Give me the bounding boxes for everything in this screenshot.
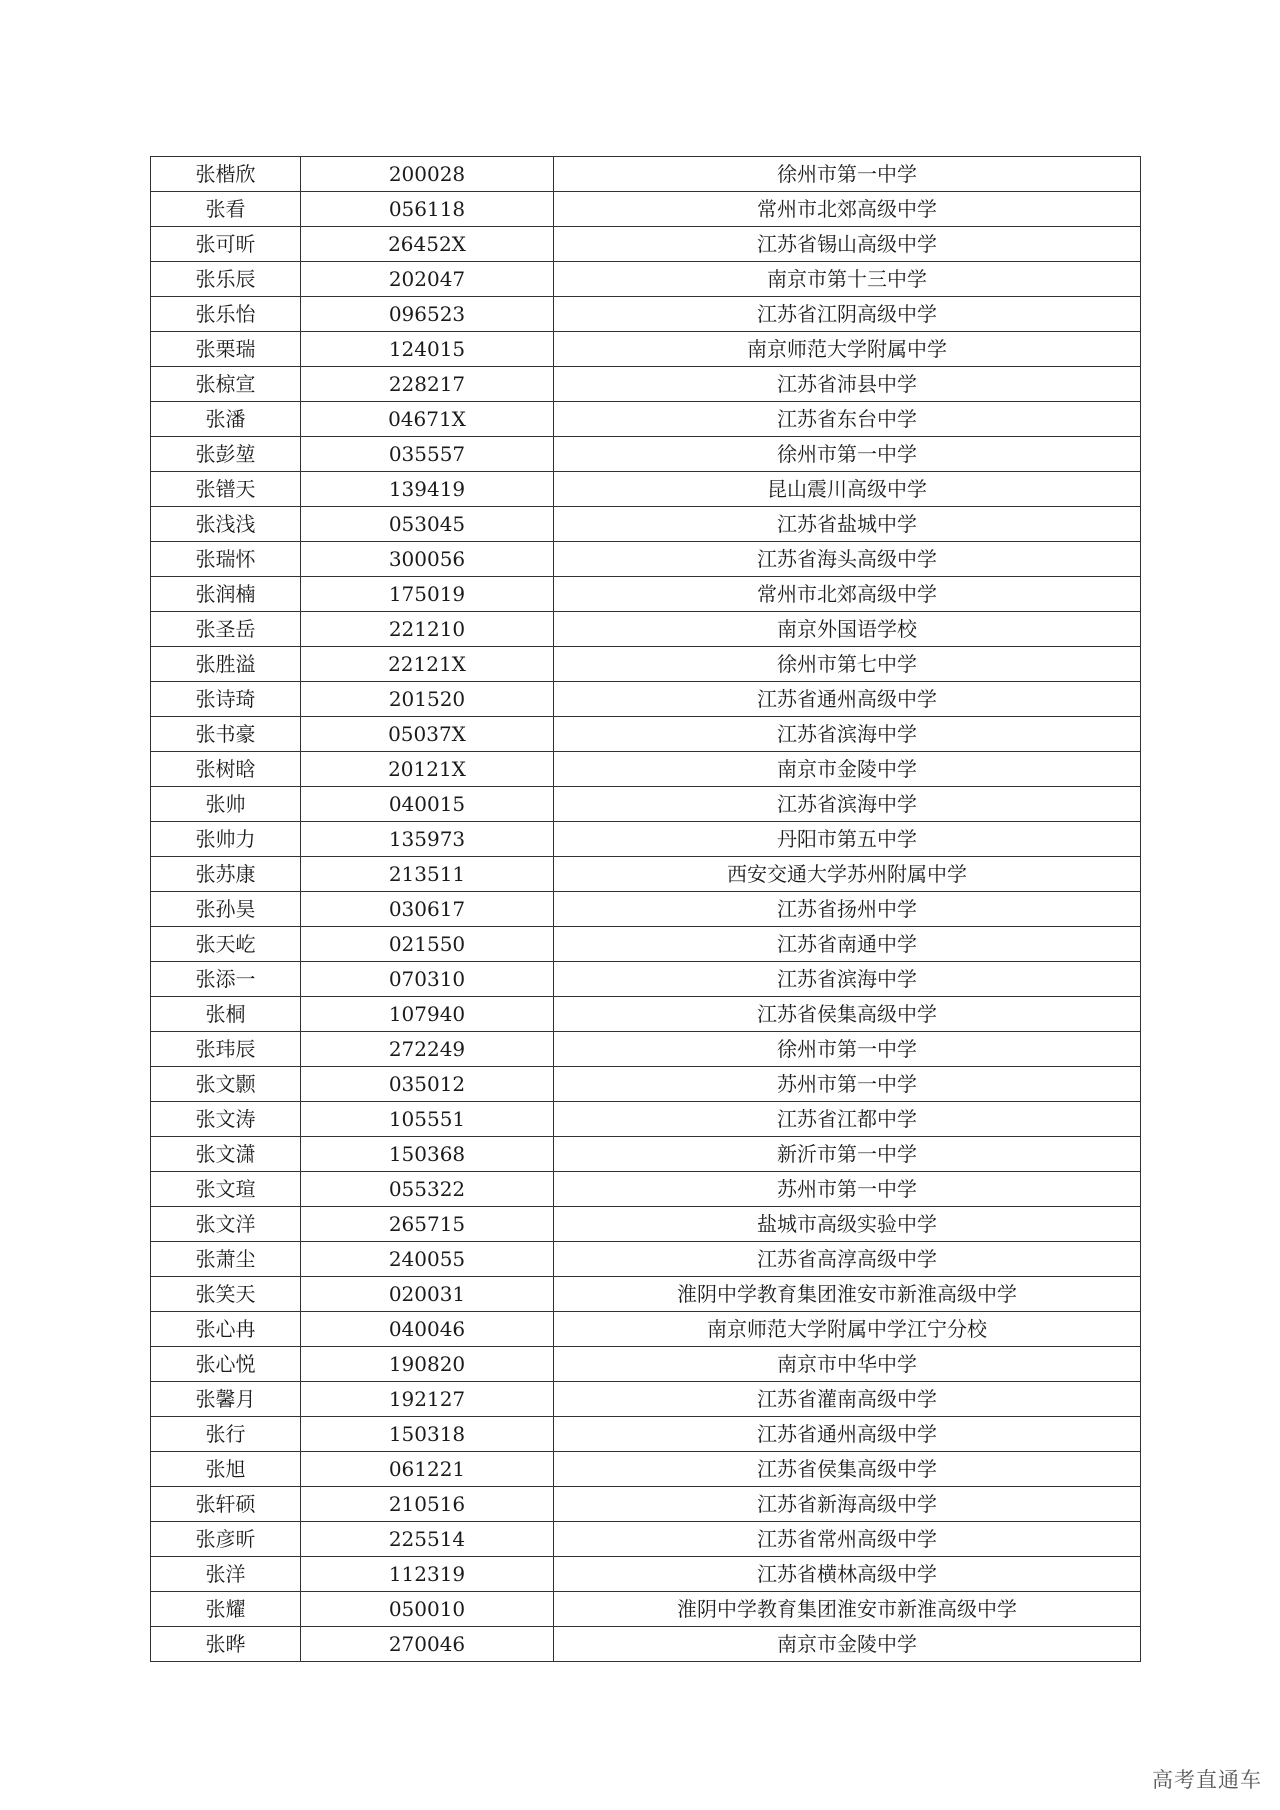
table-row: [151, 1382, 1141, 1417]
school-name-cell: 江苏省盐城中学: [554, 507, 1141, 542]
student-id-cell: 124015: [301, 332, 554, 367]
student-id-cell: 139419: [301, 472, 554, 507]
table-row: [151, 577, 1141, 612]
table-row: [151, 542, 1141, 577]
student-id-cell: 135973: [301, 822, 554, 857]
student-id-cell: 20121X: [301, 752, 554, 787]
student-id-cell: 240055: [301, 1242, 554, 1277]
table-row: [151, 1207, 1141, 1242]
table-row: [151, 1592, 1141, 1627]
school-name-cell: 江苏省南通中学: [554, 927, 1141, 962]
student-id-cell: 040046: [301, 1312, 554, 1347]
student-name-cell: 张文颢: [151, 1067, 301, 1102]
school-name-cell: 徐州市第一中学: [554, 437, 1141, 472]
student-name-cell: 张耀: [151, 1592, 301, 1627]
table-row: [151, 682, 1141, 717]
table-row: [151, 227, 1141, 262]
school-name-cell: 丹阳市第五中学: [554, 822, 1141, 857]
school-name-cell: 南京师范大学附属中学: [554, 332, 1141, 367]
school-name-cell: 南京市中华中学: [554, 1347, 1141, 1382]
student-name-cell: 张孙昊: [151, 892, 301, 927]
student-name-cell: 张胜溢: [151, 647, 301, 682]
table-row: [151, 402, 1141, 437]
table-row: [151, 1032, 1141, 1067]
student-name-cell: 张文洋: [151, 1207, 301, 1242]
school-name-cell: 徐州市第一中学: [554, 1032, 1141, 1067]
student-id-cell: 05037X: [301, 717, 554, 752]
student-name-cell: 张添一: [151, 962, 301, 997]
student-id-cell: 190820: [301, 1347, 554, 1382]
student-id-cell: 26452X: [301, 227, 554, 262]
school-name-cell: 西安交通大学苏州附属中学: [554, 857, 1141, 892]
student-id-cell: 020031: [301, 1277, 554, 1312]
school-name-cell: 新沂市第一中学: [554, 1137, 1141, 1172]
school-name-cell: 淮阴中学教育集团淮安市新淮高级中学: [554, 1592, 1141, 1627]
table-row: [151, 787, 1141, 822]
student-name-cell: 张文潇: [151, 1137, 301, 1172]
student-name-cell: 张心冉: [151, 1312, 301, 1347]
student-name-cell: 张玮辰: [151, 1032, 301, 1067]
school-name-cell: 江苏省滨海中学: [554, 787, 1141, 822]
school-name-cell: 苏州市第一中学: [554, 1172, 1141, 1207]
table-row: [151, 1172, 1141, 1207]
student-id-cell: 192127: [301, 1382, 554, 1417]
school-name-cell: 江苏省海头高级中学: [554, 542, 1141, 577]
table-row: [151, 1452, 1141, 1487]
school-name-cell: 江苏省江阴高级中学: [554, 297, 1141, 332]
school-name-cell: 江苏省东台中学: [554, 402, 1141, 437]
school-name-cell: 江苏省灌南高级中学: [554, 1382, 1141, 1417]
student-name-cell: 张天屹: [151, 927, 301, 962]
student-name-cell: 张浅浅: [151, 507, 301, 542]
table-row: [151, 1522, 1141, 1557]
student-id-cell: 035557: [301, 437, 554, 472]
student-id-cell: 272249: [301, 1032, 554, 1067]
table-row: [151, 1067, 1141, 1102]
student-name-cell: 张诗琦: [151, 682, 301, 717]
school-name-cell: 南京外国语学校: [554, 612, 1141, 647]
table-row: [151, 962, 1141, 997]
table-row: [151, 1242, 1141, 1277]
student-name-cell: 张行: [151, 1417, 301, 1452]
table-row: [151, 1557, 1141, 1592]
student-name-cell: 张帅: [151, 787, 301, 822]
school-name-cell: 江苏省常州高级中学: [554, 1522, 1141, 1557]
student-name-cell: 张书豪: [151, 717, 301, 752]
student-id-cell: 04671X: [301, 402, 554, 437]
student-name-cell: 张乐怡: [151, 297, 301, 332]
student-id-cell: 228217: [301, 367, 554, 402]
student-id-cell: 202047: [301, 262, 554, 297]
school-name-cell: 江苏省高淳高级中学: [554, 1242, 1141, 1277]
school-name-cell: 常州市北郊高级中学: [554, 577, 1141, 612]
student-name-cell: 张楷欣: [151, 157, 301, 192]
student-id-cell: 040015: [301, 787, 554, 822]
school-name-cell: 江苏省新海高级中学: [554, 1487, 1141, 1522]
student-name-cell: 张帅力: [151, 822, 301, 857]
student-name-cell: 张椋宣: [151, 367, 301, 402]
school-name-cell: 江苏省通州高级中学: [554, 682, 1141, 717]
school-name-cell: 江苏省侯集高级中学: [554, 997, 1141, 1032]
student-id-cell: 270046: [301, 1627, 554, 1662]
student-id-cell: 213511: [301, 857, 554, 892]
student-name-cell: 张润楠: [151, 577, 301, 612]
table-row: [151, 997, 1141, 1032]
student-id-cell: 300056: [301, 542, 554, 577]
student-id-cell: 107940: [301, 997, 554, 1032]
student-name-cell: 张潘: [151, 402, 301, 437]
table-row: [151, 1277, 1141, 1312]
student-id-cell: 265715: [301, 1207, 554, 1242]
table-row: [151, 472, 1141, 507]
student-name-cell: 张彦昕: [151, 1522, 301, 1557]
student-name-cell: 张看: [151, 192, 301, 227]
student-id-cell: 210516: [301, 1487, 554, 1522]
student-id-cell: 055322: [301, 1172, 554, 1207]
student-name-cell: 张可昕: [151, 227, 301, 262]
student-id-cell: 070310: [301, 962, 554, 997]
student-name-cell: 张乐辰: [151, 262, 301, 297]
student-id-cell: 22121X: [301, 647, 554, 682]
school-name-cell: 江苏省扬州中学: [554, 892, 1141, 927]
table-row: [151, 752, 1141, 787]
table-row: [151, 367, 1141, 402]
student-name-cell: 张文瑄: [151, 1172, 301, 1207]
student-name-cell: 张彭堃: [151, 437, 301, 472]
student-id-cell: 225514: [301, 1522, 554, 1557]
student-id-cell: 175019: [301, 577, 554, 612]
student-name-cell: 张心悦: [151, 1347, 301, 1382]
table-row: [151, 1102, 1141, 1137]
table-row: [151, 507, 1141, 542]
table-row: [151, 612, 1141, 647]
table-row: [151, 822, 1141, 857]
document-page: [150, 156, 1140, 1662]
table-row: [151, 1487, 1141, 1522]
student-id-cell: 150368: [301, 1137, 554, 1172]
student-name-cell: 张圣岳: [151, 612, 301, 647]
student-name-cell: 张笑天: [151, 1277, 301, 1312]
school-name-cell: 盐城市高级实验中学: [554, 1207, 1141, 1242]
table-row: [151, 1347, 1141, 1382]
student-name-cell: 张苏康: [151, 857, 301, 892]
student-name-cell: 张旭: [151, 1452, 301, 1487]
school-name-cell: 江苏省江都中学: [554, 1102, 1141, 1137]
table-row: [151, 157, 1141, 192]
school-name-cell: 常州市北郊高级中学: [554, 192, 1141, 227]
table-row: [151, 437, 1141, 472]
table-row: [151, 297, 1141, 332]
school-name-cell: 江苏省锡山高级中学: [554, 227, 1141, 262]
school-name-cell: 江苏省横林高级中学: [554, 1557, 1141, 1592]
student-id-cell: 201520: [301, 682, 554, 717]
student-name-cell: 张馨月: [151, 1382, 301, 1417]
school-name-cell: 南京市金陵中学: [554, 752, 1141, 787]
student-name-cell: 张晔: [151, 1627, 301, 1662]
school-name-cell: 江苏省侯集高级中学: [554, 1452, 1141, 1487]
student-id-cell: 112319: [301, 1557, 554, 1592]
table-row: [151, 1312, 1141, 1347]
table-row: [151, 1417, 1141, 1452]
table-row: [151, 1137, 1141, 1172]
roster-body: [151, 157, 1141, 1662]
student-id-cell: 096523: [301, 297, 554, 332]
student-name-cell: 张萧尘: [151, 1242, 301, 1277]
student-id-cell: 030617: [301, 892, 554, 927]
student-id-cell: 021550: [301, 927, 554, 962]
student-name-cell: 张瑞怀: [151, 542, 301, 577]
student-name-cell: 张镨天: [151, 472, 301, 507]
student-name-cell: 张栗瑞: [151, 332, 301, 367]
student-id-cell: 105551: [301, 1102, 554, 1137]
table-row: [151, 262, 1141, 297]
student-id-cell: 200028: [301, 157, 554, 192]
table-row: [151, 647, 1141, 682]
table-row: [151, 857, 1141, 892]
school-name-cell: 昆山震川高级中学: [554, 472, 1141, 507]
school-name-cell: 南京市金陵中学: [554, 1627, 1141, 1662]
student-id-cell: 056118: [301, 192, 554, 227]
student-id-cell: 150318: [301, 1417, 554, 1452]
student-roster-table: [150, 156, 1141, 1662]
student-name-cell: 张文涛: [151, 1102, 301, 1137]
table-row: [151, 332, 1141, 367]
school-name-cell: 徐州市第一中学: [554, 157, 1141, 192]
school-name-cell: 江苏省通州高级中学: [554, 1417, 1141, 1452]
student-id-cell: 221210: [301, 612, 554, 647]
table-row: [151, 1627, 1141, 1662]
student-name-cell: 张轩硕: [151, 1487, 301, 1522]
table-row: [151, 892, 1141, 927]
school-name-cell: 南京师范大学附属中学江宁分校: [554, 1312, 1141, 1347]
school-name-cell: 苏州市第一中学: [554, 1067, 1141, 1102]
watermark-text: 高考直通车: [1152, 1768, 1262, 1792]
school-name-cell: 南京市第十三中学: [554, 262, 1141, 297]
student-id-cell: 035012: [301, 1067, 554, 1102]
school-name-cell: 江苏省滨海中学: [554, 717, 1141, 752]
table-row: [151, 927, 1141, 962]
student-name-cell: 张桐: [151, 997, 301, 1032]
school-name-cell: 徐州市第七中学: [554, 647, 1141, 682]
school-name-cell: 淮阴中学教育集团淮安市新淮高级中学: [554, 1277, 1141, 1312]
school-name-cell: 江苏省沛县中学: [554, 367, 1141, 402]
student-name-cell: 张树晗: [151, 752, 301, 787]
table-row: [151, 717, 1141, 752]
student-id-cell: 050010: [301, 1592, 554, 1627]
student-id-cell: 061221: [301, 1452, 554, 1487]
student-id-cell: 053045: [301, 507, 554, 542]
table-row: [151, 192, 1141, 227]
school-name-cell: 江苏省滨海中学: [554, 962, 1141, 997]
student-name-cell: 张洋: [151, 1557, 301, 1592]
